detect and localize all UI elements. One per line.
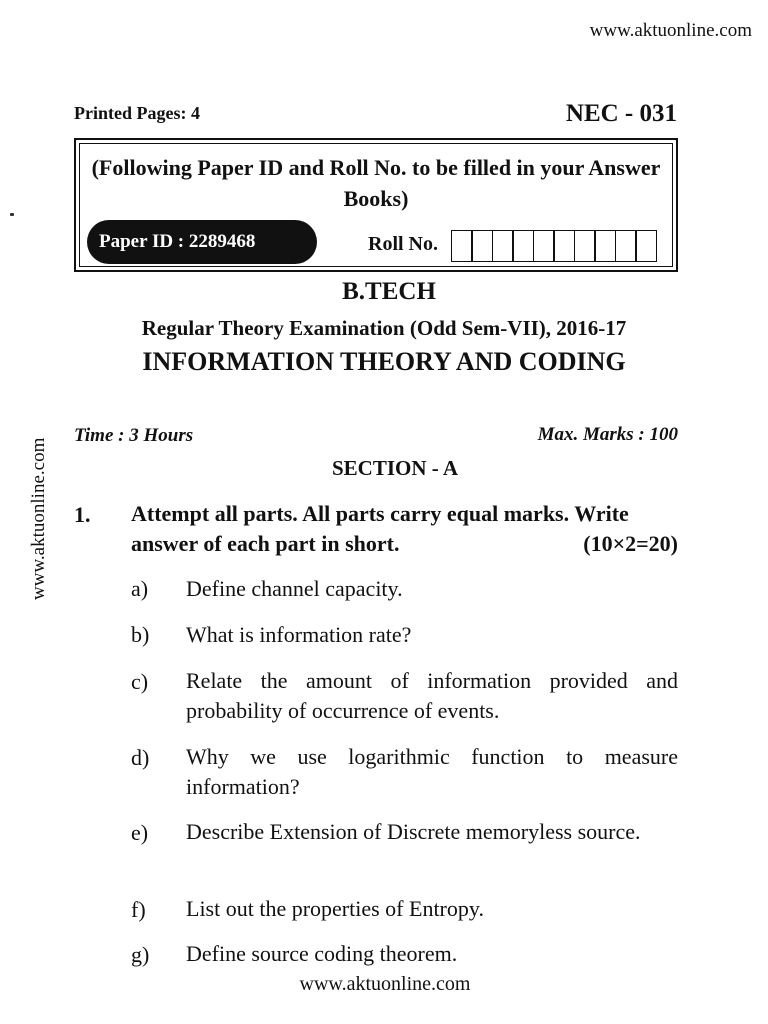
part-label: f): [131, 897, 146, 922]
roll-no-box: [533, 230, 555, 262]
site-url-top: www.aktuonline.com: [589, 20, 752, 41]
site-url-side: www.aktuonline.com: [28, 437, 49, 600]
part-text: What is information rate?: [186, 622, 412, 647]
part-text: Relate the amount of information provided and probability of occurrence of events.: [186, 668, 678, 723]
part-label: d): [131, 745, 150, 770]
time-allowed: Time : 3 Hours: [74, 425, 194, 446]
roll-no-box: [574, 230, 596, 262]
part-text: Describe Extension of Discrete memoryless source.: [186, 819, 641, 844]
exam-title: Regular Theory Examination (Odd Sem-VII), 2016-17: [141, 316, 627, 340]
section-heading: SECTION - A: [331, 456, 459, 480]
part-text: Why we use logarithmic function to measure information?: [186, 744, 678, 799]
paper-code: NEC - 031: [565, 100, 677, 127]
question-instruction-line2: [131, 531, 678, 557]
scan-speck: [10, 213, 14, 216]
part-label: c): [131, 669, 149, 694]
roll-no-box: [615, 230, 637, 262]
roll-no-box: [471, 230, 493, 262]
roll-no-box: [594, 230, 616, 262]
subject-title: INFORMATION THEORY AND CODING: [142, 347, 626, 376]
part-text: Define channel capacity.: [186, 576, 403, 601]
part-text: List out the properties of Entropy.: [186, 896, 484, 921]
roll-no-box: [512, 230, 534, 262]
roll-no-label: Roll No.: [368, 233, 438, 255]
degree-title: B.TECH: [342, 278, 436, 305]
roll-no-box: [553, 230, 575, 262]
printed-pages: Printed Pages: 4: [74, 103, 200, 123]
question-instruction-line1: Attempt all parts. All parts carry equal marks. Write: [131, 501, 629, 526]
instruction-box: [74, 138, 678, 272]
part-label: a): [131, 576, 149, 601]
part-label: g): [131, 942, 150, 967]
paper-id-badge: Paper ID : 2289468: [87, 220, 317, 264]
site-url-bottom: www.aktuonline.com: [299, 973, 471, 995]
max-marks: Max. Marks : 100: [537, 424, 678, 445]
question-number: 1.: [74, 502, 91, 527]
roll-no-box: [451, 230, 473, 262]
roll-no-boxes: [452, 230, 657, 262]
roll-no-box: [635, 230, 657, 262]
question-marks: (10×2=20): [583, 531, 678, 556]
instruction-text: (Following Paper ID and Roll No. to be filled in your Answer Books): [91, 155, 661, 211]
part-label: b): [131, 622, 150, 647]
part-label: e): [131, 820, 149, 845]
part-text: Define source coding theorem.: [186, 941, 458, 966]
roll-no-box: [492, 230, 514, 262]
question-instruction-text: answer of each part in short.: [131, 531, 400, 556]
instruction-box-inner: [79, 143, 673, 267]
